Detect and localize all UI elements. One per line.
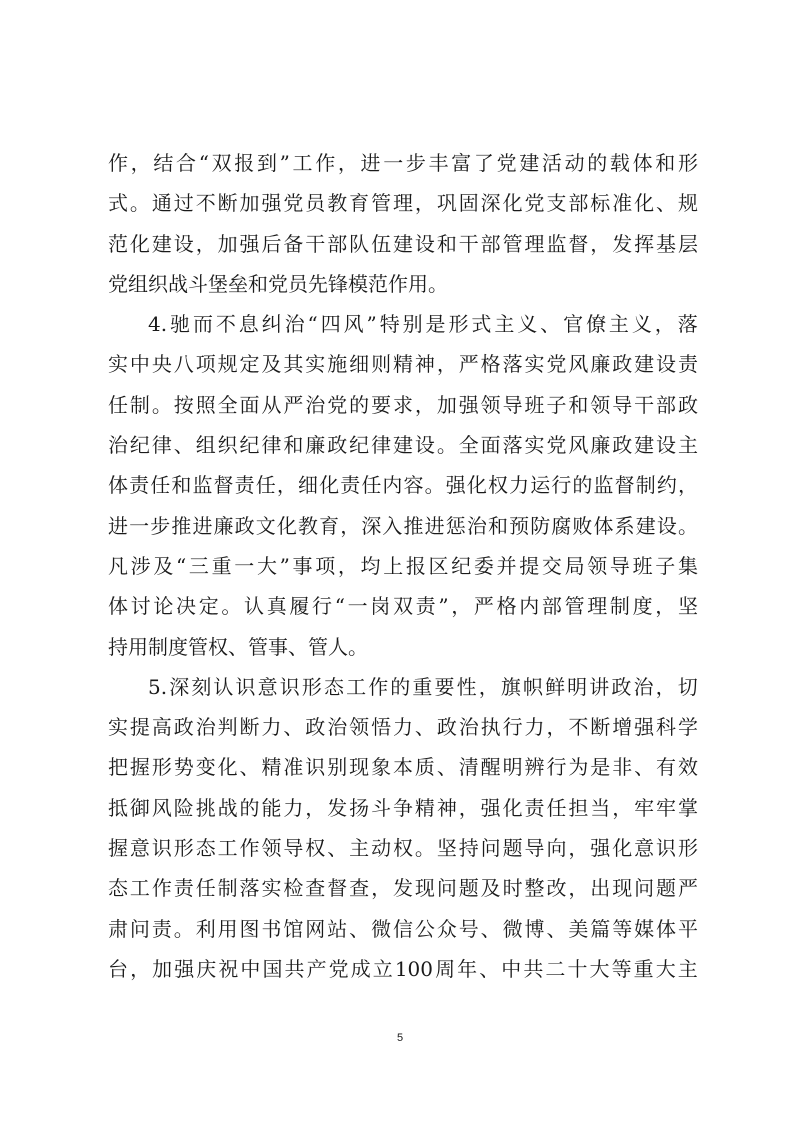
text-line: 凡 涉 及 “ 三 重 一 大 ” 事 项 ， 均 上 报 区 纪 委 并 提 交 局 领 导 班 子 集 bbox=[108, 553, 698, 578]
text-line: 实 提 高 政 治 判 断 力 、 政 治 领 悟 力 、 政 治 执 行 力 ， 不 断 增 强 科 学 bbox=[108, 715, 698, 740]
text-line: 范 化 建 设 ， 加 强 后 备 干 部 队 伍 建 设 和 干 部 管 理 监 督 ， 发 挥 基 层 bbox=[108, 231, 698, 256]
text-line: 抵 御 风 险 挑 战 的 能 力 ， 发 扬 斗 争 精 神 ， 强 化 责 任 担 当 ， 牢 牢 掌 bbox=[108, 795, 698, 820]
text-line: 实 中 央 八 项 规 定 及 其 实 施 细 则 精 神 ， 严 格 落 实 党 风 廉 政 建 设 责 bbox=[108, 352, 698, 377]
text-line: 台 ， 加 强 庆 祝 中 国 共 产 党 成 立 100 周 年 、 中 共 二 十 大 等 重 大 主 bbox=[108, 956, 698, 981]
text-line: 4. 驰 而 不 息 纠 治 “ 四 风 ” 特 别 是 形 式 主 义 、 官 僚 主 义 ， 落 bbox=[148, 312, 698, 337]
page-number: 5 bbox=[396, 1032, 404, 1044]
text-line: 体 责 任 和 监 督 责 任 ， 细 化 责 任 内 容 。 强 化 权 力 运 行 的 监 督 制 约 ， bbox=[108, 473, 698, 498]
text-line: 作 ， 结 合 “ 双 报 到 ” 工 作 ， 进 一 步 丰 富 了 党 建 活 动 的 载 体 和 形 bbox=[108, 151, 698, 175]
text-line: 持 用 制 度 管 权 、 管 事 、 管 人 。 bbox=[108, 634, 368, 659]
text-line: 5. 深 刻 认 识 意 识 形 态 工 作 的 重 要 性 ， 旗 帜 鲜 明 讲 政 治 ， 切 bbox=[148, 674, 698, 699]
text-line: 肃 问 责 。 利 用 图 书 馆 网 站 、 微 信 公 众 号 、 微 博 、 美 篇 等 媒 体 平 bbox=[108, 916, 698, 941]
text-line: 进 一 步 推 进 廉 政 文 化 教 育 ， 深 入 推 进 惩 治 和 预 防 腐 败 体 系 建 设 。 bbox=[108, 513, 698, 538]
text-line: 任 制 。 按 照 全 面 从 严 治 党 的 要 求 ， 加 强 领 导 班 子 和 领 导 干 部 政 bbox=[108, 392, 698, 417]
text-line: 治 纪 律 、 组 织 纪 律 和 廉 政 纪 律 建 设 。 全 面 落 实 党 风 廉 政 建 设 主 bbox=[108, 433, 698, 458]
text-line: 握 意 识 形 态 工 作 领 导 权 、 主 动 权 。 坚 持 问 题 导 向 ， 强 化 意 识 形 bbox=[108, 836, 698, 861]
text-line: 党 组 织 战 斗 堡 垒 和 党 员 先 锋 模 范 作 用 。 bbox=[108, 271, 448, 296]
text-line: 把 握 形 势 变 化 、 精 准 识 别 现 象 本 质 、 清 醒 明 辨 行 为 是 非 、 有 效 bbox=[108, 755, 698, 780]
text-line: 式 。 通 过 不 断 加 强 党 员 教 育 管 理 ， 巩 固 深 化 党 支 部 标 准 化 、 规 bbox=[108, 191, 698, 216]
body-text bbox=[108, 143, 698, 989]
text-line: 体 讨 论 决 定 。 认 真 履 行 “ 一 岗 双 责 ” ， 严 格 内 部 管 理 制 度 ， 坚 bbox=[108, 594, 698, 619]
text-line: 态 工 作 责 任 制 落 实 检 查 督 查 ， 发 现 问 题 及 时 整 改 ， 出 现 问 题 严 bbox=[108, 876, 698, 901]
